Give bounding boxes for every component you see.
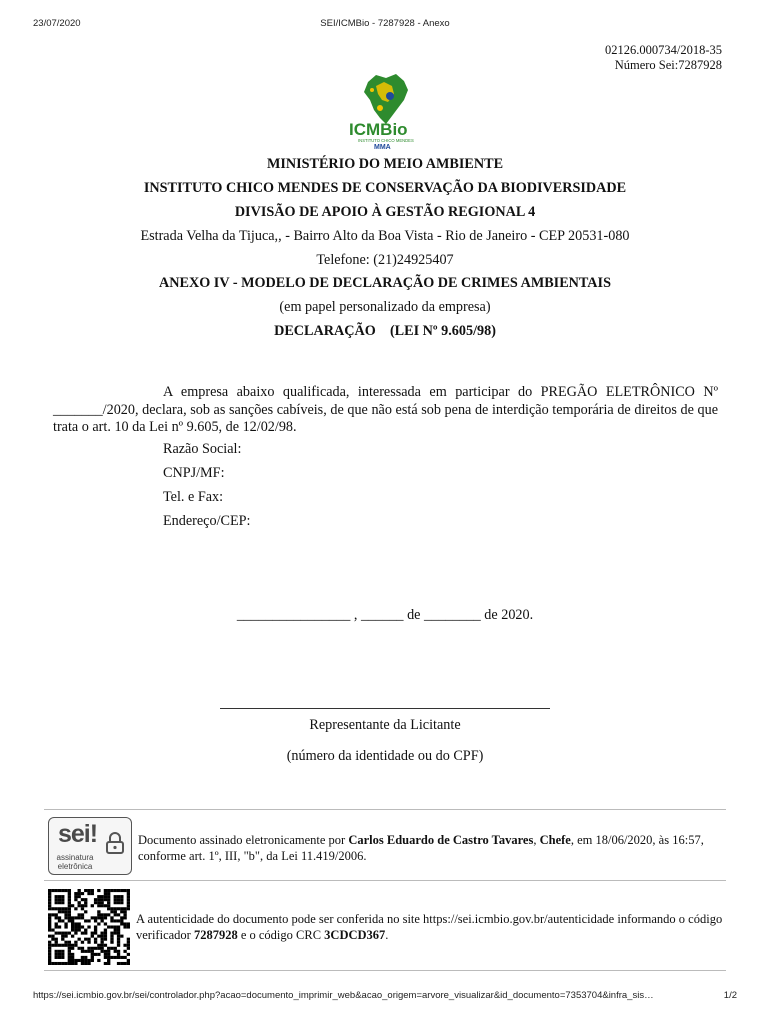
ministry-heading: MINISTÉRIO DO MEIO AMBIENTE <box>266 156 504 172</box>
sei-wordmark: sei! <box>58 820 98 848</box>
declaration-title: DECLARAÇÃO (LEI Nº 9.605/98) <box>274 323 496 339</box>
print-title: SEI/ICMBio - 7287928 - Anexo <box>320 18 450 29</box>
signature-separator: , <box>533 833 540 847</box>
phone-line: Telefone: (21)24925407 <box>316 252 454 268</box>
crc-code: 3CDCD367 <box>324 928 386 942</box>
date-line: ________________ , ______ de ________ de 2020. <box>236 607 534 623</box>
icmbio-logo <box>346 72 426 150</box>
signer-role: Chefe <box>539 833 571 847</box>
logo-subtitle: INSTITUTO CHICO MENDES <box>358 138 414 143</box>
qr-code <box>48 889 130 965</box>
process-number: 02126.000734/2018-35 <box>604 43 722 57</box>
signature-text-prefix: Documento assinado eletronicamente por <box>138 833 349 847</box>
signature-text-suffix: , em 18/06/2020, às 16:57, conforme art. 1º, III, "b", da Lei 11.419/2006. <box>138 833 704 863</box>
sei-signature-badge <box>48 817 132 875</box>
paper-note: (em papel personalizado da empresa) <box>279 299 491 315</box>
field-cnpj: CNPJ/MF: <box>163 465 225 481</box>
representative-label: Representante da Licitante <box>309 717 461 733</box>
print-date: 23/07/2020 <box>33 18 81 29</box>
institute-heading: INSTITUTO CHICO MENDES DE CONSERVAÇÃO DA BIODIVERSIDADE <box>143 180 627 196</box>
authenticity-text <box>136 911 726 943</box>
reference-block <box>605 43 722 73</box>
field-tel-fax: Tel. e Fax: <box>163 489 224 505</box>
signature-line <box>220 708 550 709</box>
logo-wordmark: ICMBio <box>349 120 408 139</box>
page-number: 1/2 <box>723 990 737 1001</box>
lock-icon <box>105 832 125 854</box>
sei-badge-caption <box>55 853 95 871</box>
id-note: (número da identidade ou do CPF) <box>286 748 484 764</box>
divider-top <box>44 809 726 810</box>
annex-title: ANEXO IV - MODELO DE DECLARAÇÃO DE CRIMES AMBIENTAIS <box>159 275 611 291</box>
verifier-code: 7287928 <box>193 928 238 942</box>
logo-ministry: MMA <box>374 144 391 150</box>
address-line: Estrada Velha da Tijuca,, - Bairro Alto da Boa Vista - Rio de Janeiro - CEP 20531-080 <box>140 228 630 244</box>
field-endereco: Endereço/CEP: <box>163 513 251 529</box>
authenticity-suffix: . <box>385 928 389 942</box>
field-razao-social: Razão Social: <box>163 441 242 457</box>
signature-text <box>138 832 718 864</box>
declaration-body: A empresa abaixo qualificada, interessada em participar do PREGÃO ELETRÔNICO Nº _______/2020, declara, sob as sanções cabíveis, de que não está sob pena de interdição temporária de direitos de que trata o art. 10 da Lei nº 9.605, de 12/02/98. <box>53 384 718 435</box>
division-heading: DIVISÃO DE APOIO À GESTÃO REGIONAL 4 <box>234 204 536 220</box>
print-url: https://sei.icmbio.gov.br/sei/controlador.php?acao=documento_imprimir_web&acao_origem=arvore_visualizar&id_documento=7353704&infra_sis… <box>33 990 654 1001</box>
authenticity-prefix: A autenticidade do documento pode ser conferida no site https://sei.icmbio.gov.br/autenticidade informando o código verificador <box>136 912 723 942</box>
print-footer <box>33 990 737 1004</box>
sei-number: Número Sei:7287928 <box>614 58 722 72</box>
authenticity-middle: e o código CRC <box>237 928 325 942</box>
sei-badge-caption-2: eletrônica <box>57 862 93 871</box>
signer-name: Carlos Eduardo de Castro Tavares <box>348 833 534 847</box>
divider-bottom <box>44 970 726 971</box>
sei-badge-caption-1: assinatura <box>56 853 94 862</box>
print-header <box>33 18 737 32</box>
divider-middle <box>44 880 726 881</box>
